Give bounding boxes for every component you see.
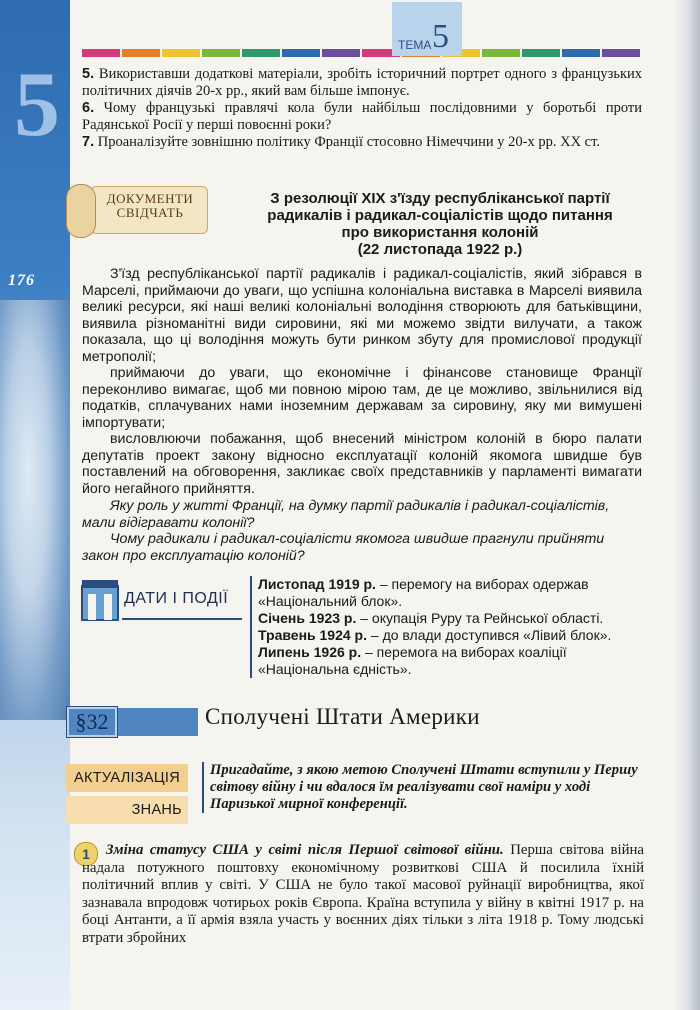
question-item [82, 100, 642, 134]
page-number: 176 [8, 272, 35, 289]
question-item [82, 134, 642, 151]
section-text: Перша світова війна надала потужного поштовху економічному розвиткові США й посилила їхній політичний вплив у світі. У США не було такої масової руйнації виробництва, якої зазнавала впродовж чотирьох років Європа. Країна вступила у війну в квітні 1917 р. на боці Антанти, а її армія взяла участь у воєнних діях тільки з літа 1918 р. Тому людські втрати збройних [82, 842, 644, 946]
document-body [82, 266, 642, 497]
margin-photo [0, 300, 70, 720]
document-question: Чому радикали і радикал-соціалісти якомога швидше прагнули прийняти закон про експлуатацію колоній? [82, 531, 605, 564]
theme-tab [392, 2, 462, 56]
document-questions [82, 498, 642, 564]
date-item: Липень 1926 р. – перемога на виборах коаліції «Національна єдність». [258, 644, 567, 677]
color-stripe-segment [82, 49, 120, 57]
question-number: 7. [82, 134, 95, 150]
actualization-text: Пригадайте, з якою метою Сполучені Штати вступили у Першу світову війну і чи вдалося їм реалізувати свої наміри у ході Паризької мирної конференції. [202, 762, 650, 813]
question-text: Використавши додаткові матеріали, зробіть історичний портрет одного з французьких політичних діячів 20-х рр., який вам більше імпонує. [82, 66, 642, 99]
actualization-label-line1: АКТУАЛІЗАЦІЯ [73, 770, 180, 786]
color-stripe-segment [122, 49, 160, 57]
question-number: 6. [82, 100, 95, 116]
question-text: Проаналізуйте зовнішню політику Франції стосовно Німеччини у 20-х рр. XX ст. [97, 134, 600, 150]
color-stripe-segment [562, 49, 600, 57]
documents-label [66, 184, 216, 236]
date-item: Травень 1924 р. – до влади доступився «Лівий блок». [258, 627, 612, 643]
dates-label-text: ДАТИ І ПОДІЇ [124, 590, 229, 607]
calendar-building-icon [80, 578, 120, 622]
paragraph-bar [118, 708, 198, 736]
color-stripe [82, 44, 642, 52]
color-stripe-segment [522, 49, 560, 57]
question-number: 5. [82, 66, 95, 82]
scroll-icon [66, 184, 96, 238]
document-paragraph: висловлюючи побажання, щоб внесений міністром колоній в бюро палати депутатів проект закону відносно експлуатації колоній якомога швидше був поставлений на обговорення, закликає своїх представників у парламенті вимагати його негайного прийняття. [82, 431, 642, 497]
theme-label: ТЕМА [398, 38, 432, 52]
actualization-label-line2: ЗНАНЬ [131, 802, 182, 818]
document-paragraph: З'їзд республіканської партії радикалів і радикал-соціалістів, який зібрався в Марселі, приймаючи до уваги, що успішна колоніальна виставка в Марселі виявила великі ресурси, які наші великі колоніальні володіння створюють для батьківщини, виявила різноманітні види сировини, які ми можемо звідти вилучати, а також показала, що ці володіння можуть бути ринком збуту для промислової продукції метрополії; [82, 266, 642, 365]
paragraph-title: Сполучені Штати Америки [205, 704, 480, 729]
documents-label-text: ДОКУМЕНТИ СВІДЧАТЬ [106, 191, 194, 220]
section-body [82, 842, 644, 947]
document-title: З резолюції XIX з'їзду республіканської партії радикалів і радикал-соціалістів щодо питання про використання колоній (22 листопада 1922 р.) [267, 190, 613, 258]
date-item: Листопад 1919 р. – перемогу на виборах одержав «Національний блок». [258, 576, 589, 609]
dates-list [250, 576, 652, 678]
actualization-label [66, 764, 188, 826]
document-question: Яку роль у житті Франції, на думку партії радикалів і радикал-соціалістів, мали відігравати колонії? [82, 498, 610, 531]
section-heading: Зміна статусу США у світі після Першої світової війни. [106, 842, 504, 858]
color-stripe-segment [322, 49, 360, 57]
page-edge-shadow [672, 0, 700, 1010]
paragraph-number: §32 [75, 709, 109, 734]
theme-number: 5 [432, 18, 449, 55]
color-stripe-segment [482, 49, 520, 57]
color-stripe-segment [242, 49, 280, 57]
color-stripe-segment [162, 49, 200, 57]
question-item [82, 66, 642, 100]
document-paragraph: приймаючи до уваги, що економічне і фінансове становище Франції переконливо вимагає, щоб ми повною мірою там, де це можливо, звільнилися від податків, сплачуваних нами іноземним державам за сировину, яку ми вимушені імпортувати; [82, 365, 642, 431]
section-number-badge: 1 [74, 842, 98, 866]
paragraph-badge [66, 706, 118, 738]
color-stripe-segment [282, 49, 320, 57]
question-text: Чому французькі правлячі кола були найбільш послідовними у боротьбі проти Радянської Росії у перші повоєнні роки? [82, 100, 642, 133]
color-stripe-segment [202, 49, 240, 57]
divider [122, 618, 242, 620]
color-stripe-segment [602, 49, 640, 57]
dates-label [76, 578, 246, 624]
chapter-number: 5 [14, 53, 60, 155]
date-item: Січень 1923 р. – окупація Руру та Рейнської області. [258, 610, 604, 626]
